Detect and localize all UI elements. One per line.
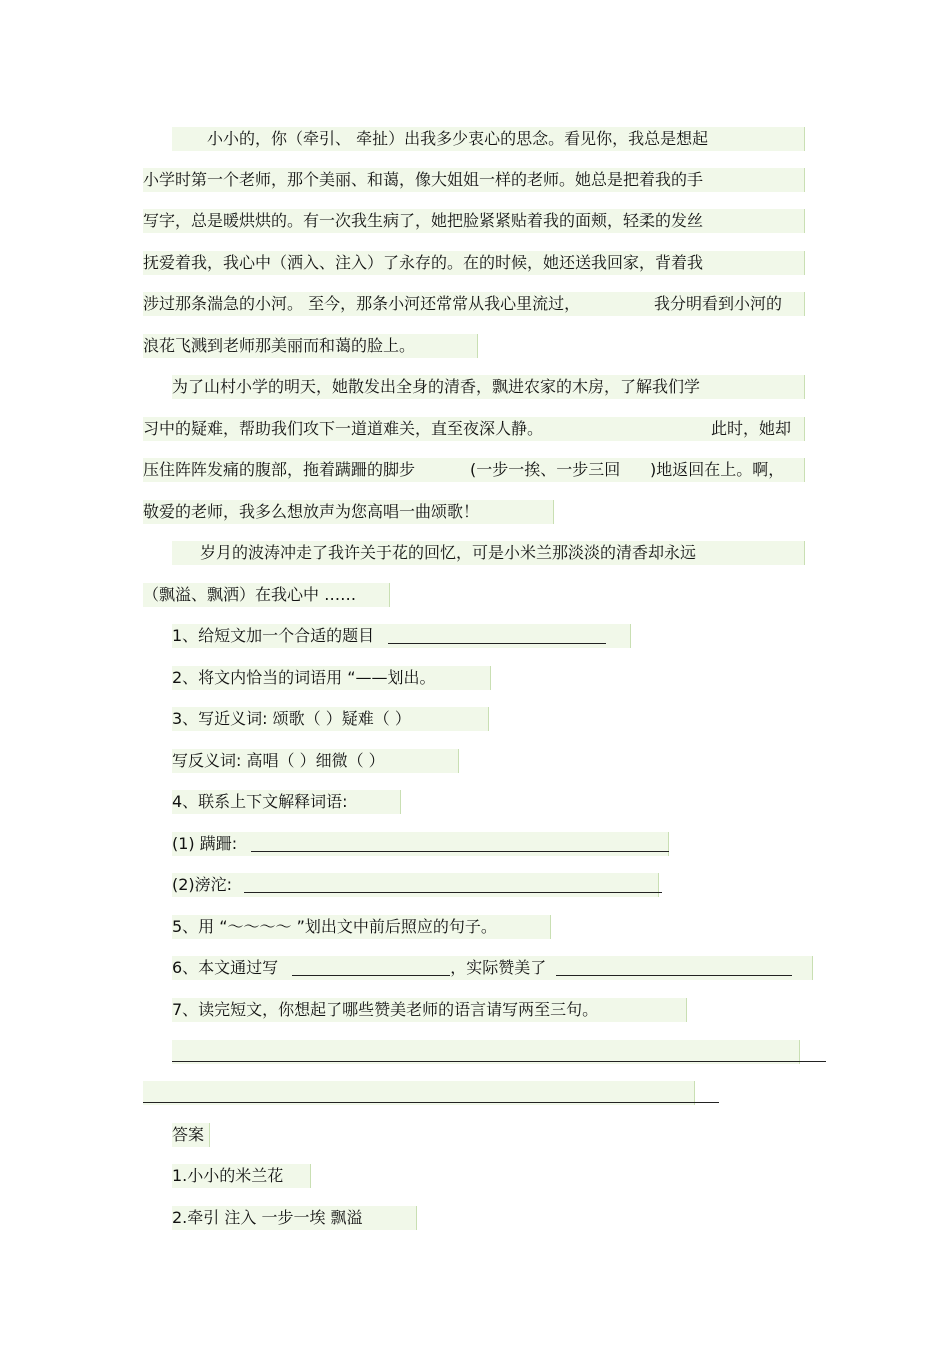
question-3-antonyms: 写反义词: 高唱（ ）细微（ ） bbox=[172, 751, 385, 770]
answer-blank[interactable] bbox=[556, 957, 792, 976]
passage-line: 压住阵阵发痛的腹部，拖着蹒跚的脚步 bbox=[143, 460, 416, 479]
question-5: 5、用 “～～～～ ”划出文中前后照应的句子。 bbox=[172, 917, 497, 936]
answer-blank[interactable] bbox=[388, 625, 606, 644]
answer-blank[interactable] bbox=[251, 833, 669, 852]
passage-line: 习中的疑难，帮助我们攻下一道道难关，直至夜深人静。 bbox=[143, 419, 544, 438]
passage-line: 小小的，你（牵引、 牵扯）出我多少衷心的思念。看见你，我总是想起 bbox=[207, 129, 709, 148]
passage-line-mid: (一步一挨、一步三回 bbox=[470, 460, 621, 479]
passage-line-tail: )地返回在上。啊， bbox=[650, 460, 785, 479]
answer-blank[interactable] bbox=[292, 957, 450, 976]
answers-heading: 答案 bbox=[172, 1125, 205, 1144]
question-4: 4、联系上下文解释词语: bbox=[172, 792, 348, 811]
answer-line[interactable] bbox=[172, 1061, 826, 1062]
question-4-1: (1) 蹒跚: bbox=[172, 832, 669, 856]
passage-line-tail: 我分明看到小河的 bbox=[654, 294, 783, 313]
answer-blank[interactable] bbox=[244, 874, 662, 893]
passage-line: 抚爱着我，我心中（洒入、注入）了永存的。在的时候，她还送我回家，背着我 bbox=[143, 253, 704, 272]
passage-line: 岁月的波涛冲走了我许关于花的回忆，可是小米兰那淡淡的清香却永远 bbox=[200, 543, 697, 562]
answer-line[interactable] bbox=[143, 1102, 719, 1103]
passage-line: 浪花飞溅到老师那美丽而和蔼的脸上。 bbox=[143, 336, 416, 355]
passage-line: 为了山村小学的明天，她散发出全身的清香，飘进农家的木房，了解我们学 bbox=[172, 377, 701, 396]
passage-line: 涉过那条湍急的小河。 至今，那条小河还常常从我心里流过， bbox=[143, 294, 581, 313]
passage-line-tail: 此时，她却 bbox=[711, 419, 792, 438]
passage-line: 敬爱的老师，我多么想放声为您高唱一曲颂歌！ bbox=[143, 502, 480, 521]
answer-1: 1.小小的米兰花 bbox=[172, 1166, 284, 1185]
question-1: 1、给短文加一个合适的题目 bbox=[172, 624, 606, 648]
question-3-synonyms: 3、写近义词: 颂歌（ ）疑难（ ） bbox=[172, 709, 411, 728]
question-6: 6、本文通过写 ，实际赞美了 bbox=[172, 956, 792, 980]
passage-line: （飘溢、飘洒）在我心中 …… bbox=[143, 585, 357, 604]
passage-line: 小学时第一个老师，那个美丽、和蔼，像大姐姐一样的老师。她总是把着我的手 bbox=[143, 170, 704, 189]
answer-2: 2.牵引 注入 一步一埃 飘溢 bbox=[172, 1208, 363, 1227]
question-4-2: (2)滂沱: bbox=[172, 873, 662, 897]
question-2: 2、将文内恰当的词语用 “——划出。 bbox=[172, 668, 436, 687]
passage-line: 写字，总是暖烘烘的。有一次我生病了，她把脸紧紧贴着我的面颊，轻柔的发丝 bbox=[143, 211, 704, 230]
question-7: 7、读完短文，你想起了哪些赞美老师的语言请写两至三句。 bbox=[172, 1000, 599, 1019]
